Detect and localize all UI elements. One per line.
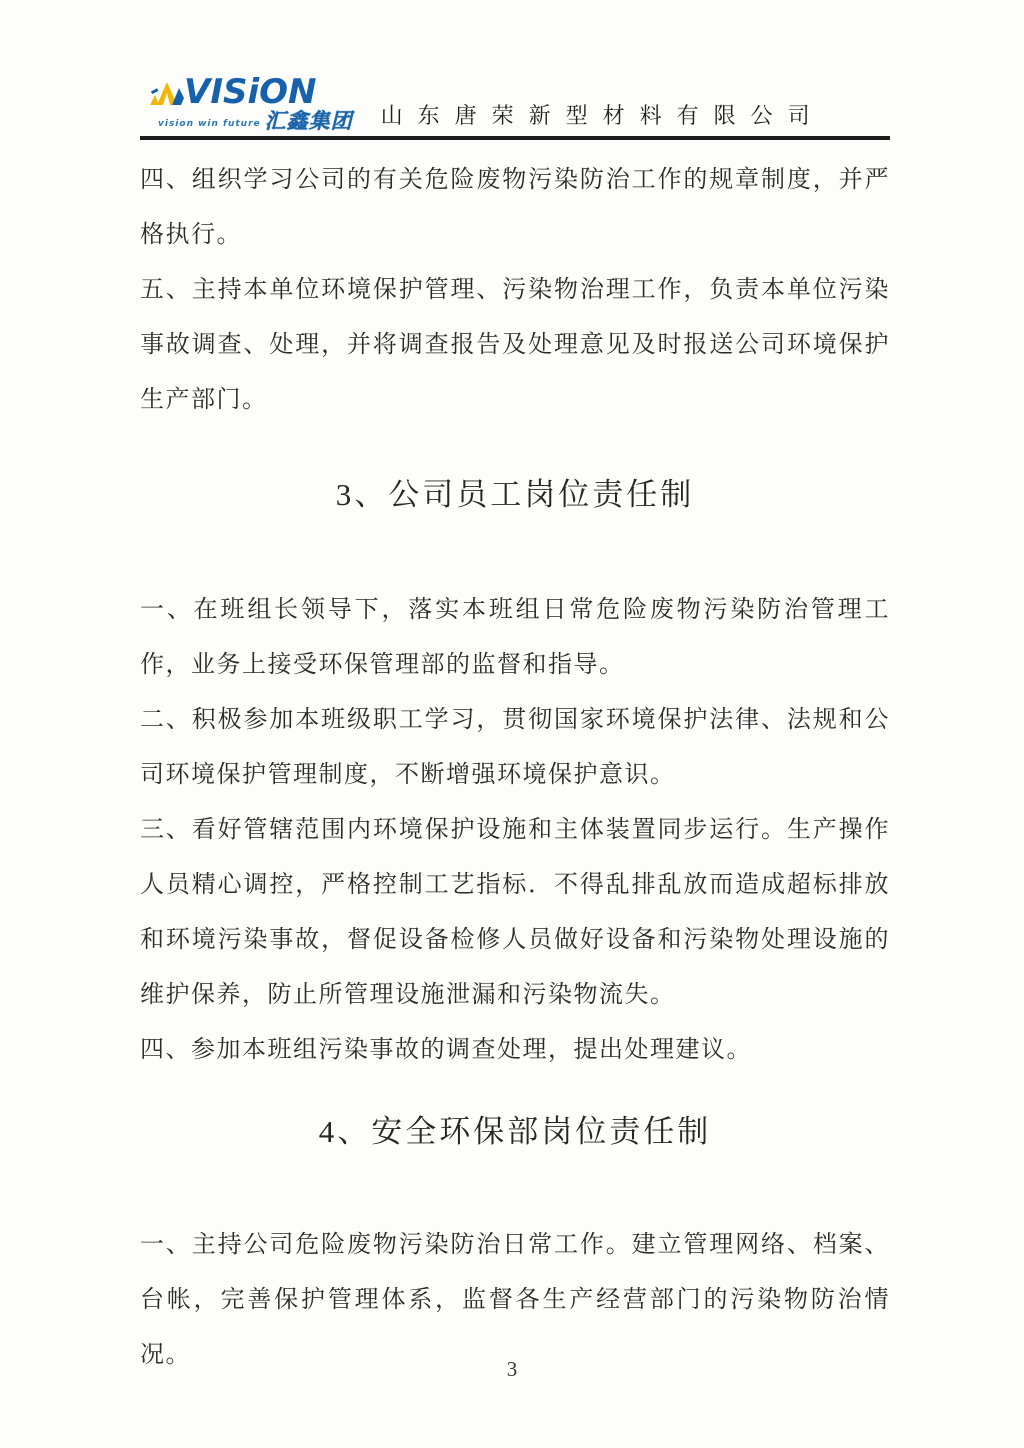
- section-3-paragraph-4: 四、参加本班组污染事故的调查处理，提出处理建议。: [140, 1037, 752, 1063]
- logo-subtitle-row: [148, 111, 353, 132]
- document-body: [140, 153, 890, 1383]
- logo-tagline: vision win future: [158, 119, 261, 129]
- section-3-paragraph-3: 三、看好管辖范围内环境保护设施和主体装置同步运行。生产操作人员精心调控，严格控制工艺指标．不得乱排乱放而造成超标排放和环境污染事故，督促设备检修人员做好设备和污染物处理设施的维护保养，防止所管理设施泄漏和污染物流失。: [140, 817, 890, 1008]
- paragraph-intro-4: 四、组织学习公司的有关危险废物污染防治工作的规章制度，并严格执行。: [140, 167, 890, 248]
- page-number: 3: [506, 1357, 518, 1381]
- header-rule: [140, 136, 890, 140]
- company-name: 山东唐荣新型材料有限公司: [380, 103, 825, 128]
- page-footer: [0, 1357, 1024, 1382]
- logo-brand-text: VISiON: [184, 72, 317, 112]
- logo-group-name: 汇鑫集团: [264, 109, 353, 133]
- section-3-heading: 3、公司员工岗位责任制: [335, 477, 695, 512]
- section-3-paragraph-2: 二、积极参加本班级职工学习，贯彻国家环境保护法律、法规和公司环境保护管理制度，不断增强环境保护意识。: [140, 707, 890, 788]
- logo-brand-row: [148, 72, 353, 112]
- page-header: [140, 72, 890, 133]
- paragraph-intro-5: 五、主持本单位环境保护管理、污染物治理工作，负责本单位污染事故调查、处理，并将调查报告及处理意见及时报送公司环境保护生产部门。: [140, 277, 890, 413]
- company-logo: [140, 72, 353, 133]
- section-4-paragraph-1: 一、主持公司危险废物污染防治日常工作。建立管理网络、档案、台帐，完善保护管理体系，监督各生产经营部门的污染物防治情况。: [140, 1232, 890, 1368]
- section-4-heading: 4、安全环保部岗位责任制: [318, 1114, 712, 1149]
- section-3-paragraph-1: 一、在班组长领导下，落实本班组日常危险废物污染防治管理工作，业务上接受环保管理部的监督和指导。: [140, 597, 890, 678]
